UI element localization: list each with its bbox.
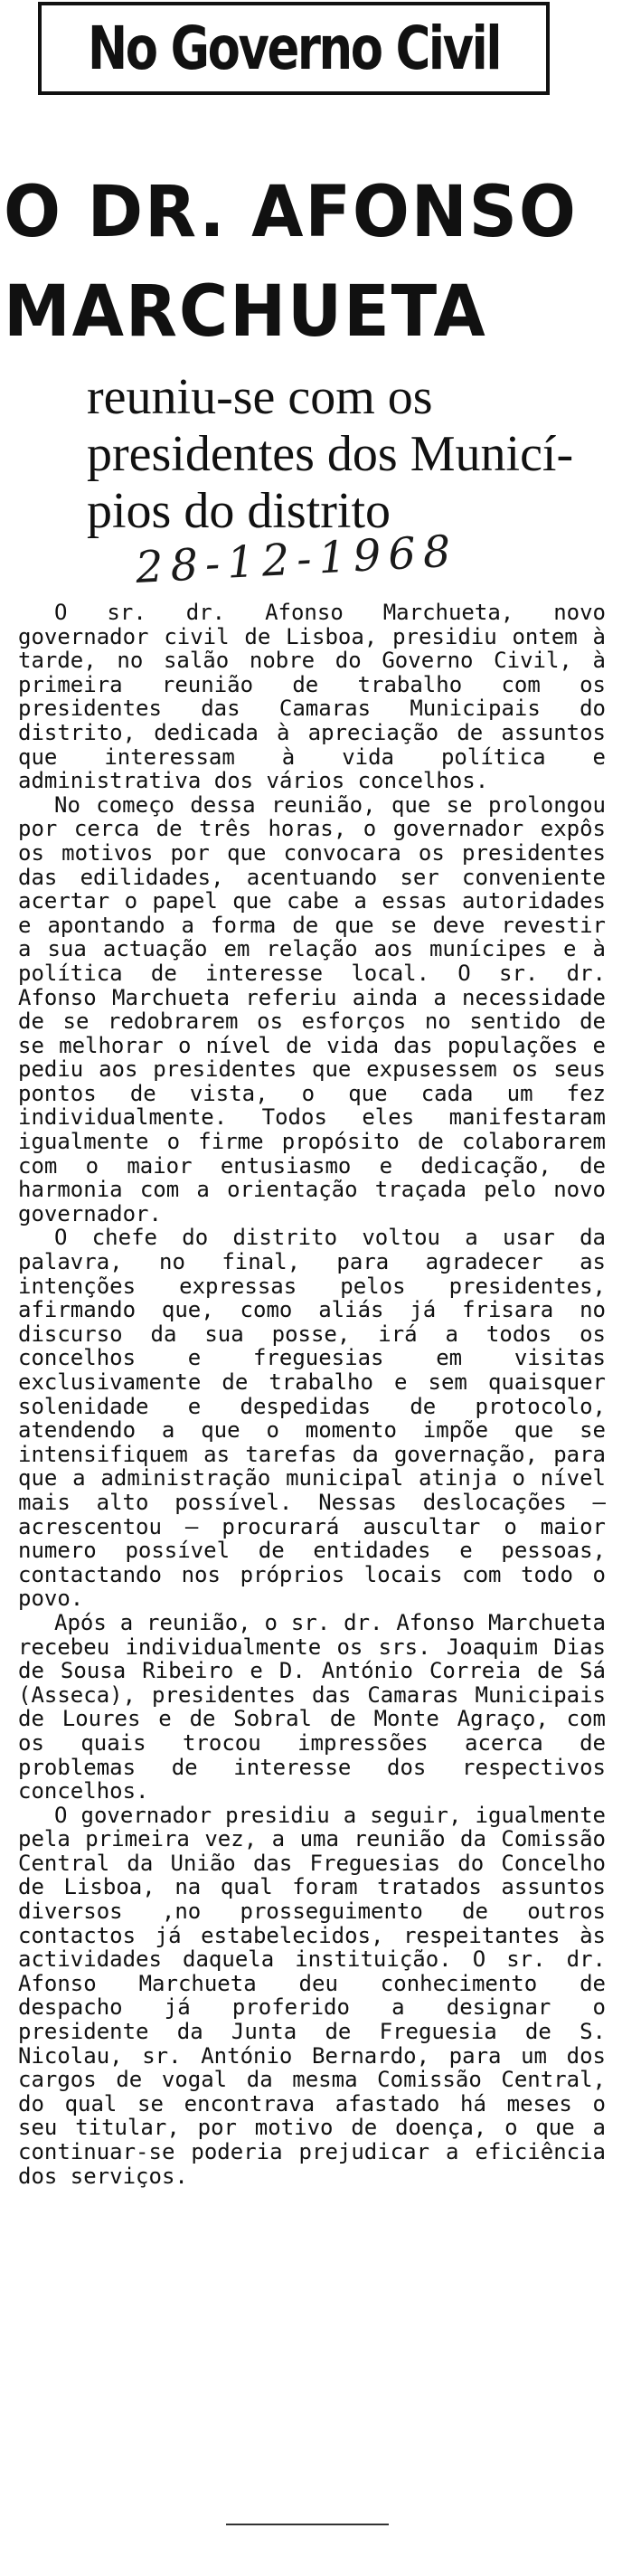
subheadline-line: presidentes dos Municí- xyxy=(87,426,574,482)
headline-line: MARCHUETA xyxy=(4,271,487,353)
article-paragraph: O chefe do distrito voltou a usar da palavra, no final, para agradecer as intenções expressas pelos presidentes, afirmando que, como aliás já frisara no discurso da sua posse, irá a todos os concelhos e freguesias em visitas exclusivamente de trabalho e sem quaisquer solenidade e despedidas de protocolo, atendendo a que o momento impõe que se intensifiquem as tarefas da governação, para que a administração municipal atinja o nível mais alto possível. Nessas deslocações — acrescentou — procurará auscultar o maior numero possível de entidades e pessoas, contactando nos próprios locais com todo o povo. xyxy=(18,1225,606,1612)
article-paragraph: O governador presidiu a seguir, igualmente pela primeira vez, a uma reunião da Comissão Central da União das Freguesias do Concelho de Lisboa, na qual foram tratados assuntos diversos ,no prosseguimento de outros contactos já estabelecidos, respeitantes às actividades daquela instituição. O sr. dr. Afonso Marchueta deu conhecimento de despacho já proferido a designar o presidente da Junta de Freguesia de S. Nicolau, sr. António Bernardo, para um dos cargos de vogal da mesma Comissão Central, do qual se encontrava afastado há meses o seu titular, por motivo de doença, o que a continuar-se poderia prejudicar a eficiência dos serviços. xyxy=(18,1802,606,2189)
subheadline xyxy=(87,369,611,540)
article-paragraph: No começo dessa reunião, que se prolongou por cerca de três horas, o governador expôs os motivos por que convocara os presidentes das edilidades, acentuando ser conveniente acertar o papel que cabe a essas autoridades e apontando a forma de que se deve revestir a sua actuação em relação aos munícipes e à política de interesse local. O sr. dr. Afonso Marchueta referiu ainda a necessidade de se redobrarem os esforços no sentido de se melhorar o nível de vida das populações e pediu aos presidentes que expusessem os seus pontos de vista, o que cada um fez individualmente. Todos eles manifestaram igualmente o firme propósito de colaborarem com o maior entusiasmo e dedicação, de harmonia com a orientação traçada pelo novo governador. xyxy=(18,791,606,1226)
section-kicker: No Governo Civil xyxy=(87,13,501,83)
article-body xyxy=(18,601,606,2188)
subheadline-line: reuniu-se com os xyxy=(87,369,433,425)
end-rule xyxy=(226,2524,389,2525)
handwritten-date: 28-12-1968 xyxy=(134,526,459,593)
section-kicker-box xyxy=(38,2,550,95)
article-paragraph: O sr. dr. Afonso Marchueta, novo governador civil de Lisboa, presidiu ontem à tarde, no salão nobre do Governo Civil, à primeira reunião de trabalho com os presidentes das Camaras Municipais do distrito, dedicada à apreciação de assuntos que interessam à vida política e administrativa dos vários concelhos. xyxy=(18,600,606,794)
subheadline-line: pios do distrito xyxy=(87,483,391,539)
headline-line: O DR. AFONSO xyxy=(4,172,578,253)
headline xyxy=(4,163,618,362)
article-paragraph: Após a reunião, o sr. dr. Afonso Marchueta recebeu individualmente os srs. Joaquim Dias de Sousa Ribeiro e D. António Correia de Sá (Asseca), presidentes das Camaras Municipais de Loures e de Sobral de Monte Agraço, com os quais trocou impressões acerca de problemas de interesse dos respectivos concelhos. xyxy=(18,1609,606,1804)
